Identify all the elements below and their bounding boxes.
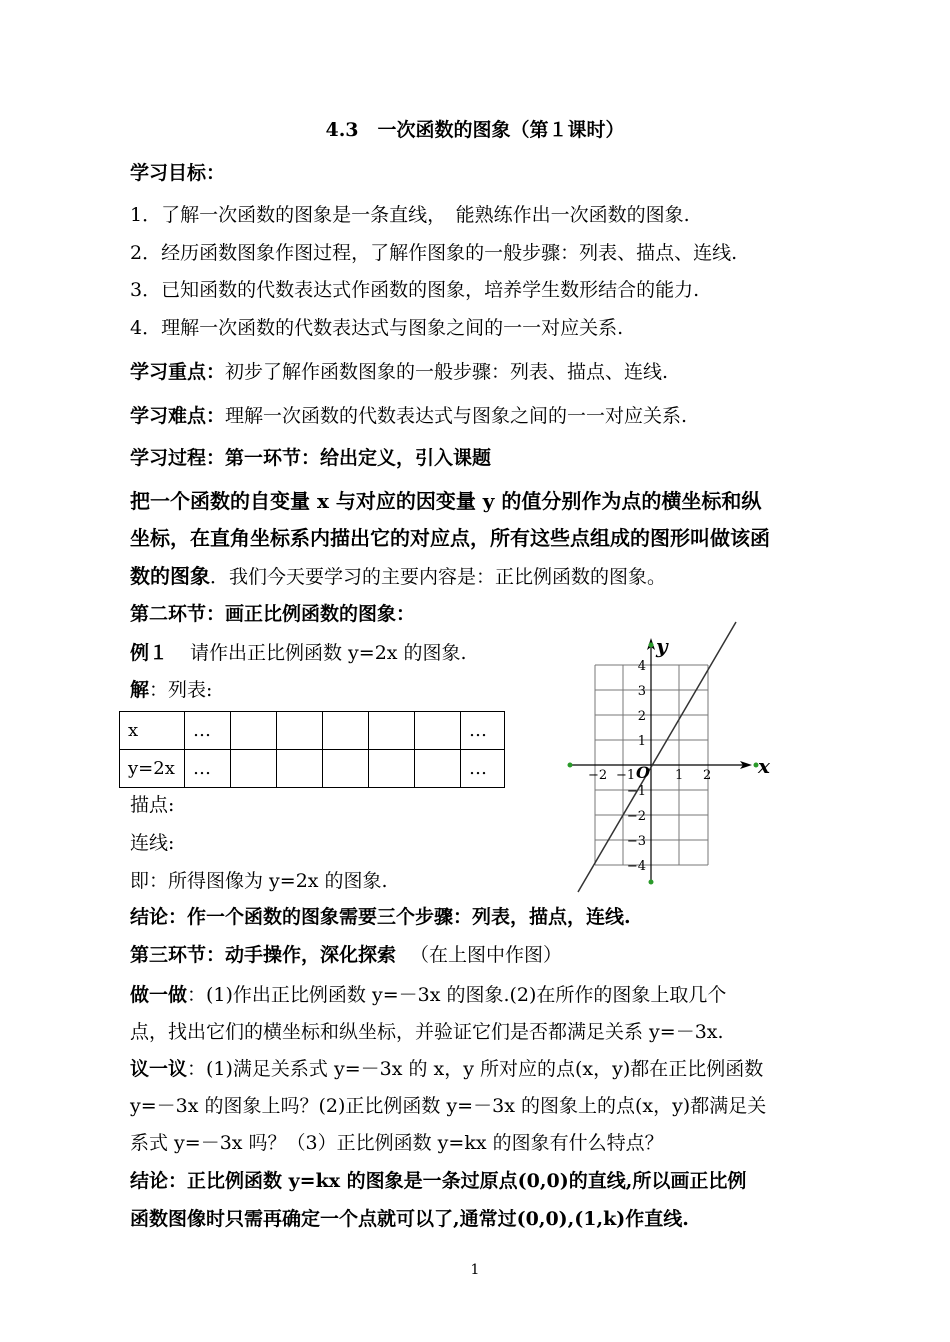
- table-cell: …: [185, 750, 231, 788]
- objective-1: 1．了解一次函数的图象是一条直线， 能熟练作出一次函数的图象.: [130, 204, 690, 226]
- conclusion-2-line-2: 函数图像时只需再确定一个点就可以了,通常过(0,0),(1,k)作直线.: [130, 1208, 689, 1230]
- discuss-label: 议一议: [130, 1058, 188, 1080]
- difficulty: [130, 403, 687, 429]
- do-it-line-2: 点，找出它们的横坐标和纵坐标，并验证它们是否都满足关系 y=－3x.: [130, 1021, 724, 1043]
- discuss-line-3: 系式 y=－3x 吗？（3）正比例函数 y=kx 的图象有什么特点？: [130, 1132, 664, 1154]
- y-tick-label: 1: [637, 734, 646, 749]
- key-point: [130, 359, 668, 385]
- do-it-text: ：(1)作出正比例函数 y=－3x 的图象.(2)在所作的图象上取几个: [187, 984, 727, 1006]
- y-tick-label: −1: [626, 784, 646, 799]
- x-tick-label: −2: [588, 768, 608, 783]
- table-cell: [323, 712, 369, 750]
- definition-line-3: [130, 563, 666, 590]
- do-it-label: 做一做: [130, 984, 188, 1006]
- solution: [130, 677, 212, 703]
- objective-3: 3．已知函数的代数表达式作函数的图象，培养学生数形结合的能力.: [130, 279, 700, 301]
- solution-text: ：列表:: [149, 679, 213, 701]
- table-cell: [277, 712, 323, 750]
- objective-4: 4．理解一次函数的代数表达式与图象之间的一一对应关系.: [130, 317, 624, 339]
- definition-line-1: 把一个函数的自变量 x 与对应的因变量 y 的值分别作为点的横坐标和纵: [130, 489, 762, 513]
- y-tick-label: −4: [626, 859, 646, 874]
- axis-end-dot: [649, 643, 654, 648]
- section3: [130, 942, 562, 968]
- table-cell: [369, 750, 415, 788]
- table-cell: [277, 750, 323, 788]
- difficulty-label: 学习难点：: [130, 405, 226, 427]
- table-row: [120, 712, 505, 750]
- page-title: 4.3 一次函数的图象（第１课时）: [325, 119, 625, 141]
- do-it-line-1: [130, 982, 726, 1008]
- definition-line-2: 坐标，在直角坐标系内描出它的对应点，所有这些点组成的图形叫做该函: [130, 526, 770, 550]
- axis-end-dot: [568, 763, 573, 768]
- table-cell: …: [185, 712, 231, 750]
- coordinate-graph: [560, 620, 790, 895]
- discuss-line-2: y=－3x 的图象上吗？(2)正比例函数 y=－3x 的图象上的点(x，y)都满足关: [130, 1095, 767, 1117]
- plot-label: 描点:: [130, 794, 175, 816]
- conclusion-2-line-1: 结论：正比例函数 y=kx 的图象是一条过原点(0,0)的直线,所以画正比例: [130, 1170, 747, 1192]
- y-axis-label: y: [656, 634, 668, 658]
- value-table: [119, 711, 505, 788]
- conclusion-1: 结论：作一个函数的图象需要三个步骤：列表，描点，连线.: [130, 906, 631, 928]
- process-heading: 学习过程：第一环节：给出定义，引入课题: [130, 447, 492, 469]
- discuss-text: ：(1)满足关系式 y=－3x 的 x，y 所对应的点(x，y)都在正比例函数: [187, 1058, 764, 1080]
- x-tick-label: −1: [616, 768, 636, 783]
- discuss-line-1: [130, 1056, 763, 1082]
- solution-label: 解: [130, 679, 150, 701]
- function-line: [578, 622, 736, 892]
- table-cell: [369, 712, 415, 750]
- x-tick-label: 1: [675, 768, 684, 783]
- origin-label: O: [636, 763, 650, 782]
- result-text: 即：所得图像为 y=2x 的图象.: [130, 870, 388, 892]
- section2-heading: 第二环节：画正比例函数的图象：: [130, 603, 416, 625]
- y-tick-label: 2: [637, 709, 646, 724]
- table-cell: [415, 750, 461, 788]
- objectives-heading: 学习目标：: [130, 162, 226, 184]
- difficulty-text: 理解一次函数的代数表达式与图象之间的一一对应关系.: [225, 405, 688, 427]
- table-cell: x: [120, 712, 185, 750]
- example: [130, 640, 467, 666]
- key-point-label: 学习重点：: [130, 361, 226, 383]
- axis-end-dot: [649, 880, 654, 885]
- y-tick-label: 3: [637, 684, 646, 699]
- example-label: 例１: [130, 642, 169, 664]
- section3-heading: 第三环节：动手操作，深化探索: [130, 944, 397, 966]
- table-cell: [415, 712, 461, 750]
- page-number: 1: [470, 1262, 480, 1278]
- definition-rest: ．我们今天要学习的主要内容是：正比例函数的图象。: [210, 566, 667, 588]
- y-tick-label: 4: [637, 659, 646, 674]
- section3-note: （在上图中作图）: [410, 944, 563, 966]
- table-cell: …: [461, 712, 505, 750]
- connect-label: 连线:: [130, 832, 175, 854]
- key-point-text: 初步了解作函数图象的一般步骤：列表、描点、连线.: [225, 361, 669, 383]
- objective-2: 2．经历函数图象作图过程，了解作图象的一般步骤：列表、描点、连线.: [130, 242, 738, 264]
- y-tick-label: −3: [626, 834, 646, 849]
- table-cell: [231, 750, 277, 788]
- example-text: 请作出正比例函数 y=2x 的图象.: [190, 642, 467, 664]
- table-cell: [323, 750, 369, 788]
- table-cell: [231, 712, 277, 750]
- table-row: [120, 750, 505, 788]
- x-tick-label: 2: [703, 768, 712, 783]
- definition-bold: 数的图象: [130, 564, 210, 588]
- table-cell: y=2x: [120, 750, 185, 788]
- table-cell: …: [461, 750, 505, 788]
- x-axis-label: x: [758, 754, 770, 778]
- y-tick-label: −2: [626, 809, 646, 824]
